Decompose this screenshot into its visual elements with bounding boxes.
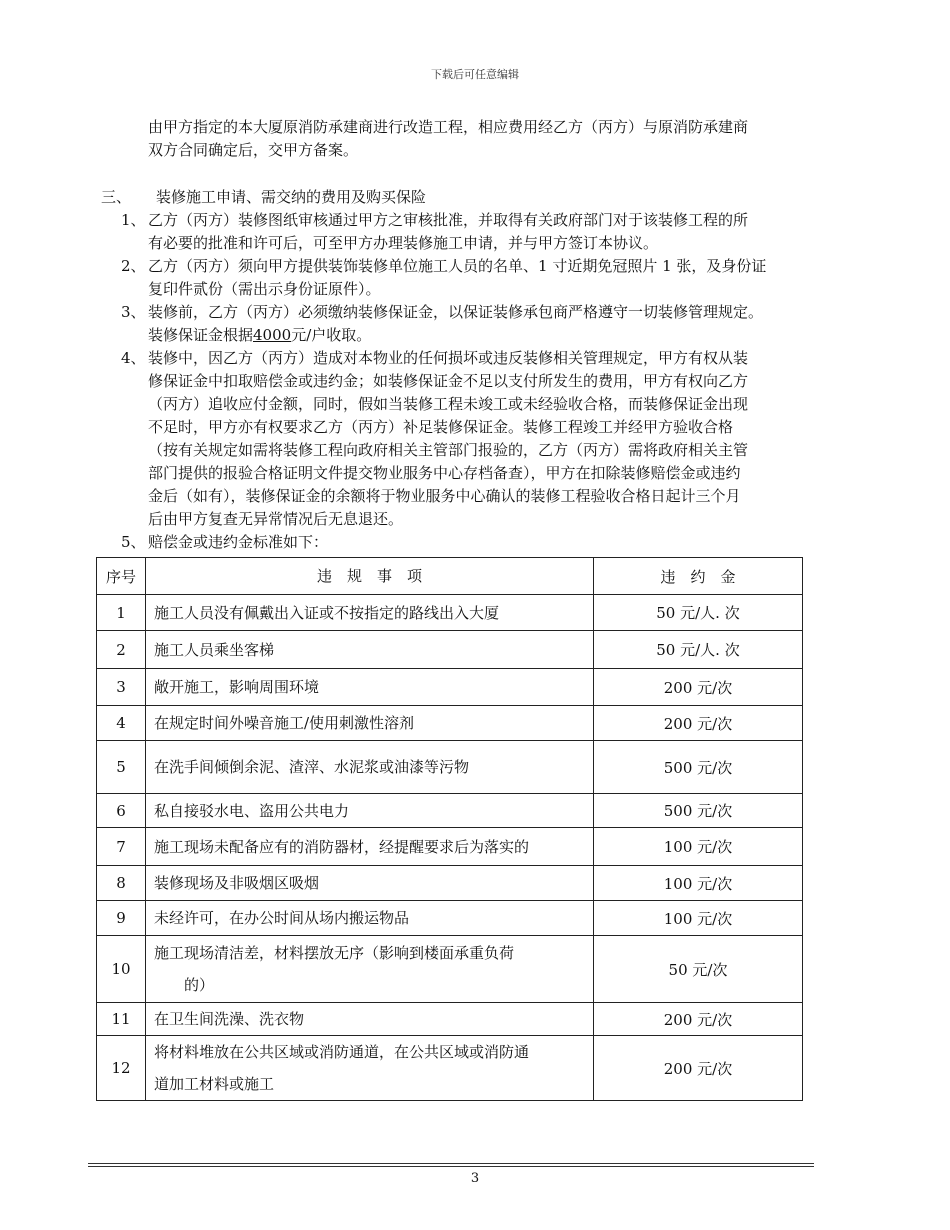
item-line: 后由甲方复查无异常情况后无息退还。 <box>148 510 404 528</box>
item-number: 4、 <box>121 349 146 367</box>
penalty-table <box>96 557 803 1101</box>
table-row <box>97 936 803 1003</box>
table-row <box>97 631 803 669</box>
row-item: 私自接驳水电、盗用公共电力 <box>146 794 594 828</box>
row-item: 施工人员没有佩戴出入证或不按指定的路线出入大厦 <box>146 595 594 631</box>
intro-line: 由甲方指定的本大厦原消防承建商进行改造工程，相应费用经乙方（丙方）与原消防承建商 <box>148 118 749 136</box>
table-row <box>97 595 803 631</box>
row-no: 9 <box>97 901 146 936</box>
row-item: 在卫生间洗澡、洗衣物 <box>146 1003 594 1036</box>
row-item: 施工人员乘坐客梯 <box>146 631 594 669</box>
item-number: 3、 <box>121 303 146 321</box>
table-row <box>97 706 803 741</box>
page-header: 下载后可任意编辑 <box>431 68 519 81</box>
item-line: 乙方（丙方）装修图纸审核通过甲方之审核批准，并取得有关政府部门对于该装修工程的所 <box>148 211 749 229</box>
item-line: 有必要的批准和许可后，可至甲方办理装修施工申请，并与甲方签订本协议。 <box>148 234 659 252</box>
item-number: 1、 <box>121 211 146 229</box>
row-fee: 100 元/次 <box>594 901 803 936</box>
item-paragraph <box>148 531 838 554</box>
intro-paragraph <box>148 116 838 162</box>
section-number: 三、 <box>101 188 132 206</box>
header-item: 违 规 事 项 <box>146 558 594 595</box>
row-no: 8 <box>97 866 146 901</box>
row-item-line: 施工现场清洁差，材料摆放无序（影响到楼面承重负荷 <box>154 944 515 962</box>
intro-line: 双方合同确定后，交甲方备案。 <box>148 141 359 159</box>
row-item: 敞开施工，影响周围环境 <box>146 669 594 706</box>
row-fee: 200 元/次 <box>594 669 803 706</box>
row-no: 5 <box>97 741 146 794</box>
row-fee: 100 元/次 <box>594 866 803 901</box>
row-item <box>146 936 594 1003</box>
row-no: 6 <box>97 794 146 828</box>
table-row <box>97 1003 803 1036</box>
item-line: 金后（如有），装修保证金的余额将于物业服务中心确认的装修工程验收合格日起计三个月 <box>148 487 741 505</box>
row-item: 装修现场及非吸烟区吸烟 <box>146 866 594 901</box>
item-paragraph <box>148 301 838 347</box>
deposit-prefix: 装修保证金根据 <box>148 326 254 344</box>
header-no: 序号 <box>97 558 146 595</box>
item-line: 装修中，因乙方（丙方）造成对本物业的任何损坏或违反装修相关管理规定，甲方有权从装 <box>148 349 749 367</box>
footer-rule <box>88 1166 814 1167</box>
item-number: 2、 <box>121 257 146 275</box>
row-item: 在规定时间外噪音施工/使用刺激性溶剂 <box>146 706 594 741</box>
row-fee: 50 元/次 <box>594 936 803 1003</box>
table-row <box>97 794 803 828</box>
row-item: 未经许可，在办公时间从场内搬运物品 <box>146 901 594 936</box>
table-row <box>97 866 803 901</box>
row-no: 2 <box>97 631 146 669</box>
item-line: 复印件贰份（需出示身份证原件）。 <box>148 280 381 298</box>
row-item-line: 道加工材料或施工 <box>154 1075 275 1093</box>
deposit-amount: 4000 <box>253 326 292 344</box>
table-header-row <box>97 558 803 595</box>
item-paragraph <box>148 347 838 531</box>
row-item <box>146 1036 594 1101</box>
row-fee: 200 元/次 <box>594 1003 803 1036</box>
item-line: 乙方（丙方）须向甲方提供装饰装修单位施工人员的名单、1 寸近期免冠照片 1 张，及身份证 <box>148 257 767 275</box>
item-line: （按有关规定如需将装修工程向政府相关主管部门报验的，乙方（丙方）需将政府相关主管 <box>148 441 749 459</box>
section-title: 装修施工申请、需交纳的费用及购买保险 <box>156 188 427 206</box>
row-fee: 500 元/次 <box>594 741 803 794</box>
row-no: 1 <box>97 595 146 631</box>
table-row <box>97 669 803 706</box>
item-number: 5、 <box>121 533 146 551</box>
row-fee: 100 元/次 <box>594 828 803 866</box>
table-row <box>97 901 803 936</box>
row-fee: 50 元/人. 次 <box>594 631 803 669</box>
row-no: 4 <box>97 706 146 741</box>
page-number: 3 <box>470 1171 480 1186</box>
row-no: 10 <box>97 936 146 1003</box>
item-line: 部门提供的报验合格证明文件提交物业服务中心存档备查），甲方在扣除装修赔偿金或违约 <box>148 464 741 482</box>
header-fee: 违 约 金 <box>594 558 803 595</box>
footer-rule <box>88 1163 814 1164</box>
item-line: （丙方）追收应付金额，同时，假如当装修工程未竣工或未经验收合格，而装修保证金出现 <box>148 395 749 413</box>
row-no: 3 <box>97 669 146 706</box>
deposit-line <box>148 324 838 347</box>
row-no: 11 <box>97 1003 146 1036</box>
item-line: 赔偿金或违约金标准如下： <box>148 533 329 551</box>
row-fee: 500 元/次 <box>594 794 803 828</box>
item-line: 不足时，甲方亦有权要求乙方（丙方）补足装修保证金。装修工程竣工并经甲方验收合格 <box>148 418 734 436</box>
row-item: 在洗手间倾倒余泥、渣滓、水泥浆或油漆等污物 <box>146 741 594 794</box>
row-no: 7 <box>97 828 146 866</box>
row-fee: 200 元/次 <box>594 1036 803 1101</box>
row-fee: 200 元/次 <box>594 706 803 741</box>
item-line: 修保证金中扣取赔偿金或违约金；如装修保证金不足以支付所发生的费用，甲方有权向乙方 <box>148 372 749 390</box>
item-line: 装修前，乙方（丙方）必须缴纳装修保证金，以保证装修承包商严格遵守一切装修管理规定。 <box>148 303 764 321</box>
deposit-suffix: 元/户收取。 <box>291 326 372 344</box>
item-paragraph <box>148 209 838 255</box>
row-fee: 50 元/人. 次 <box>594 595 803 631</box>
row-item-line: 的） <box>184 976 215 994</box>
item-paragraph <box>148 255 838 301</box>
table-row <box>97 828 803 866</box>
row-item-line: 将材料堆放在公共区域或消防通道，在公共区域或消防通 <box>154 1043 530 1061</box>
table-row <box>97 741 803 794</box>
row-item: 施工现场未配备应有的消防器材，经提醒要求后为落实的 <box>146 828 594 866</box>
table-row <box>97 1036 803 1101</box>
row-no: 12 <box>97 1036 146 1101</box>
